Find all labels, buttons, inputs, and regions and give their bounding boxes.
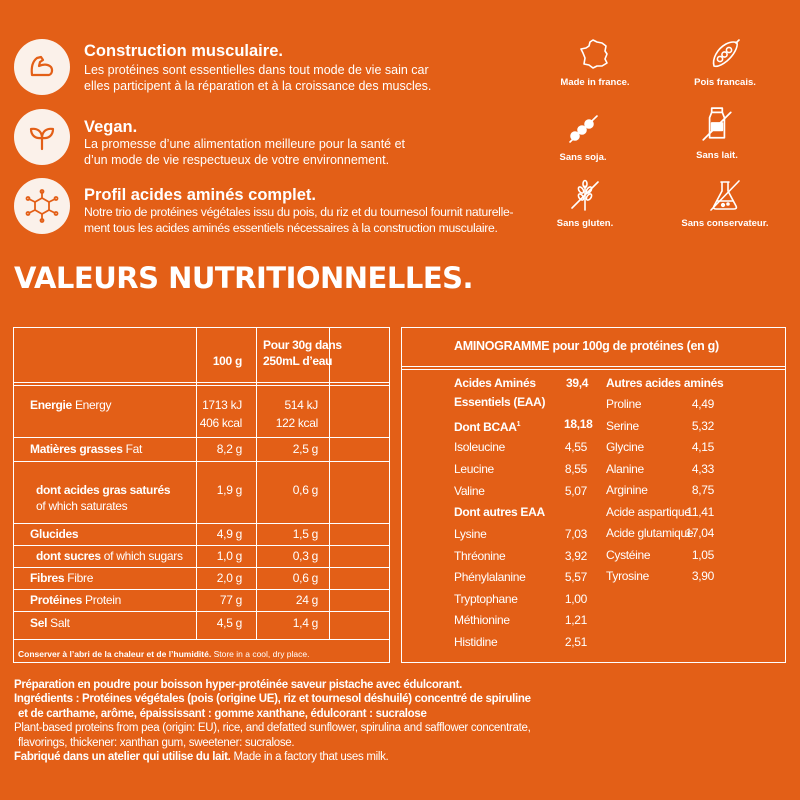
eaa-value: 39,4 <box>566 376 589 390</box>
amino-name: Proline <box>606 397 642 411</box>
energy-kj-100g: 1713 kJ <box>202 398 242 412</box>
ingredients-fr: Ingrédients : Protéines végétales (pois (origine UE), riz et tournesol déshuilé) concentré de spiruline <box>14 693 531 706</box>
carbs-100g: 4,9 g <box>216 527 242 541</box>
amino-value: 3,92 <box>564 548 587 563</box>
label-en: Salt <box>50 616 70 630</box>
amino-name: Acide aspartique <box>606 504 691 519</box>
protein-30g: 24 g <box>295 593 318 607</box>
ingredients-en: Plant-based proteins from pea (origin: EU), rice, and defatted sunflower, spirulina and safflower concentrate, <box>14 722 531 735</box>
table-divider <box>13 437 390 438</box>
col-header-30g: Pour 30g dans <box>263 338 342 352</box>
eaa-label-line2: Essentiels (EAA) <box>454 395 546 409</box>
row-saturated-label: dont acides gras saturés <box>36 483 171 497</box>
pea-pod-icon <box>708 37 742 71</box>
amino-value: 1,05 <box>691 547 714 562</box>
row-sugars-label <box>36 549 183 564</box>
label-en: Protein <box>85 593 121 607</box>
amino-value: 4,33 <box>691 461 714 476</box>
feature-text-line: Les protéines sont essentielles dans tout mode de vie sain car <box>84 63 429 77</box>
row-protein-label <box>30 593 121 608</box>
fat-100g: 8,2 g <box>216 442 242 456</box>
table-divider <box>13 639 390 640</box>
storage-fr: Conserver à l’abri de la chaleur et de l’humidité. <box>18 649 212 659</box>
amino-value: 3,90 <box>691 569 714 583</box>
factory-en: Made in a factory that uses milk. <box>233 751 389 764</box>
label-en: Energy <box>74 398 112 412</box>
section-title: VALEURS NUTRITIONNELLES. <box>14 261 474 295</box>
energy-kj-30g: 514 kJ <box>284 398 318 412</box>
amino-name: Isoleucine <box>454 440 506 454</box>
badge-label: Pois francais. <box>694 77 756 88</box>
aminogram-header: AMINOGRAMME pour 100g de protéines (en g) <box>454 339 719 353</box>
table-divider <box>401 369 786 370</box>
amino-value: 4,15 <box>691 440 714 454</box>
feature-text <box>84 204 513 236</box>
feature-text <box>84 136 405 168</box>
energy-kcal-100g: 406 kcal <box>199 416 242 430</box>
amino-value: 7,03 <box>564 527 587 541</box>
fibre-30g: 0,6 g <box>292 571 318 585</box>
factory-fr: Fabriqué dans un atelier qui utilise du lait. <box>14 751 231 764</box>
table-divider <box>13 523 390 524</box>
badge-sans-conservateur <box>670 178 780 229</box>
badge-sans-lait <box>662 104 772 161</box>
france-map-icon <box>578 37 612 71</box>
label-fr: Protéines <box>30 593 82 607</box>
table-divider <box>13 545 390 546</box>
amino-value: 5,57 <box>564 570 587 584</box>
molecule-icon <box>14 178 70 234</box>
table-divider <box>13 567 390 568</box>
row-fibre-label <box>30 571 93 586</box>
amino-value: 8,75 <box>691 483 714 497</box>
badge-made-in-france <box>540 37 650 88</box>
milk-free-icon <box>699 104 735 144</box>
gluten-free-icon <box>568 178 602 212</box>
amino-name: Phénylalanine <box>454 570 526 584</box>
amino-name: Glycine <box>606 440 644 454</box>
factory-note <box>14 750 789 764</box>
amino-value: 11,41 <box>686 504 714 519</box>
amino-name: Arginine <box>606 483 648 497</box>
amino-name: Tyrosine <box>606 569 649 583</box>
amino-name: Tryptophane <box>454 591 518 606</box>
protein-100g: 77 g <box>219 593 242 607</box>
table-divider <box>13 589 390 590</box>
table-divider <box>13 611 390 612</box>
badge-pois-francais <box>670 37 780 88</box>
amino-name: Valine <box>454 484 485 498</box>
table-divider <box>13 385 390 386</box>
amino-name: Lysine <box>454 527 487 541</box>
feature-title: Construction musculaire. <box>84 42 283 60</box>
row-energy-label <box>30 398 111 413</box>
saturated-100g: 1,9 g <box>216 483 242 497</box>
col-header-30g-line2: 250mL d’eau <box>263 354 333 368</box>
storage-en: Store in a cool, dry place. <box>213 649 310 659</box>
badge-label: Sans soja. <box>559 152 607 163</box>
row-carbs-label: Glucides <box>30 527 79 541</box>
leaf-sprout-icon <box>14 109 70 165</box>
badge-label: Sans lait. <box>696 150 738 161</box>
feature-title: Vegan. <box>84 118 138 136</box>
amino-name: Serine <box>606 418 639 433</box>
amino-name: Leucine <box>454 462 494 476</box>
no-preservative-icon <box>708 178 742 212</box>
muscle-arm-icon <box>14 39 70 95</box>
salt-30g: 1,4 g <box>292 616 318 630</box>
table-divider <box>329 327 330 639</box>
row-salt-label <box>30 616 70 631</box>
amino-name: Acide glutamique <box>606 526 694 540</box>
bcaa-label <box>454 417 520 435</box>
feature-text-line: elles participent à la réparation et à la croissance des muscles. <box>84 79 432 93</box>
ingredients-fr-line2: et de carthame, arôme, épaississant : gomme xanthane, édulcorant : sucralose <box>18 707 427 720</box>
ingredients-en-line2: flavorings, thickener: xanthan gum, sweetener: sucralose. <box>18 736 295 749</box>
sugars-30g: 0,3 g <box>292 549 318 563</box>
badge-label: Made in france. <box>560 77 630 88</box>
label-fr: Fibres <box>30 571 65 585</box>
feature-title: Profil acides aminés complet. <box>84 186 316 204</box>
table-divider <box>13 382 390 383</box>
amino-name: Thréonine <box>454 548 506 563</box>
feature-text-line: La promesse d’une alimentation meilleure pour la santé et <box>84 137 406 151</box>
sugars-100g: 1,0 g <box>216 549 242 563</box>
storage-note <box>18 647 310 662</box>
amino-value: 2,51 <box>564 634 587 649</box>
label-en: Fibre <box>67 571 94 585</box>
saturated-30g: 0,6 g <box>292 483 318 497</box>
fibre-100g: 2,0 g <box>216 571 242 585</box>
row-fat-label <box>30 442 142 457</box>
label-en: Fat <box>125 442 143 456</box>
carbs-30g: 1,5 g <box>292 527 318 541</box>
amino-value: 17,04 <box>685 526 714 540</box>
other-eaa-label: Dont autres EAA <box>454 505 545 519</box>
product-description: Préparation en poudre pour boisson hyper-protéinée saveur pistache avec édulcorant. <box>14 679 462 691</box>
badge-sans-gluten <box>530 178 640 229</box>
label-fr: Matières grasses <box>30 442 123 456</box>
eaa-label: Acides Aminés <box>454 376 536 390</box>
label-fr: dont sucres <box>36 549 101 563</box>
fat-30g: 2,5 g <box>292 442 318 456</box>
amino-value: 1,21 <box>564 613 587 627</box>
badge-sans-soja <box>528 112 638 163</box>
label-fr: Sel <box>30 616 48 630</box>
amino-value: 5,07 <box>564 484 587 498</box>
others-label: Autres acides aminés <box>606 376 724 390</box>
salt-100g: 4,5 g <box>216 616 242 630</box>
badge-label: Sans gluten. <box>556 218 614 229</box>
bcaa-footnote: 1 <box>516 421 521 428</box>
amino-value: 4,55 <box>564 440 587 454</box>
amino-value: 5,32 <box>691 418 714 433</box>
badge-label: Sans conservateur. <box>681 218 769 229</box>
bcaa-label-text: Dont BCAA <box>454 420 517 434</box>
amino-name: Histidine <box>454 634 498 649</box>
amino-value: 1,00 <box>564 591 587 606</box>
table-divider <box>401 366 786 367</box>
table-divider <box>13 461 390 462</box>
amino-value: 8,55 <box>564 462 587 476</box>
feature-text <box>84 62 431 94</box>
amino-name: Cystéine <box>606 547 651 562</box>
amino-name: Alanine <box>606 461 644 476</box>
label-en: of which sugars <box>103 549 183 563</box>
amino-name: Méthionine <box>454 613 510 627</box>
soy-free-icon <box>566 112 600 146</box>
col-header-100g: 100 g <box>212 354 242 368</box>
energy-kcal-30g: 122 kcal <box>275 416 318 430</box>
feature-text-line: ment tous les acides aminés essentiels nécessaires à la construction musculaire. <box>84 221 498 235</box>
feature-text-line: Notre trio de protéines végétales issu du pois, du riz et du tournesol fournit naturelle- <box>84 205 514 219</box>
feature-text-line: d’un mode de vie respectueux de votre environnement. <box>84 153 390 167</box>
label-fr: Energie <box>30 398 72 412</box>
product-info <box>14 678 789 764</box>
amino-value: 4,49 <box>691 397 714 411</box>
row-saturated-label-en: of which saturates <box>36 499 128 513</box>
bcaa-value: 18,18 <box>564 417 593 431</box>
